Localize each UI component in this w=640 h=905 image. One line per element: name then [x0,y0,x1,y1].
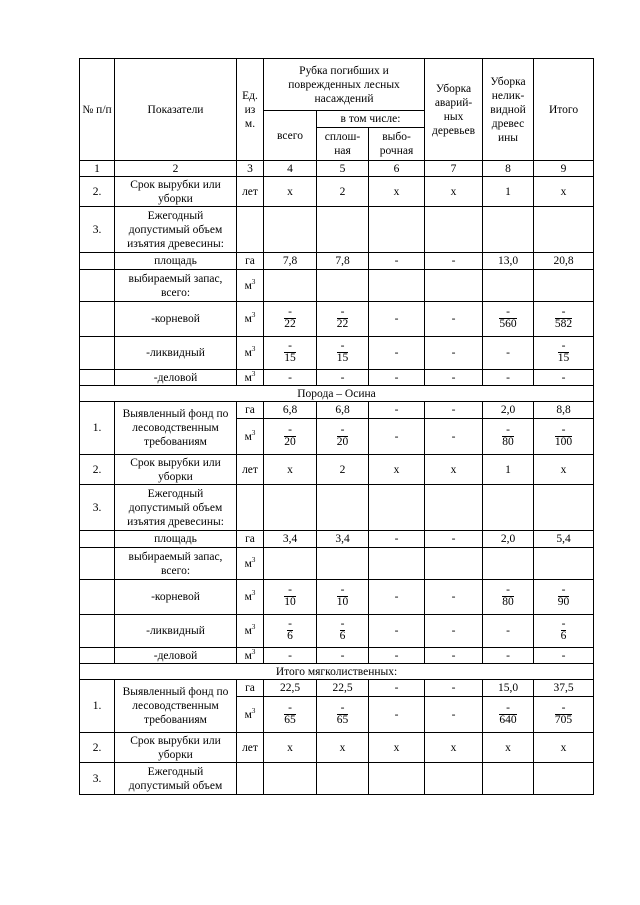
table-row: 3. Ежегодный допустимый объем [80,763,594,795]
table-row: -корневой $м^3$ $\frac{-}{22}$ $\frac{-}{22}$ - - $\frac{-}{560}$ $\frac{-}{582}$ [80,302,594,337]
hdr-num: № п/п [80,59,115,161]
section-title-osina: Порода – Осина [80,386,594,402]
col-num: 2 [115,161,237,177]
col-num: 6 [369,161,425,177]
col-num: 3 [237,161,264,177]
hdr-including: в том числе: [317,111,425,128]
table-row: 2. Срок вырубки или уборки лет х 2 х х 1 х [80,455,594,485]
hdr-all: всего [264,111,317,161]
table-row: -ликвидный $м^3$ $\frac{-}{6}$ $\frac{-}{6}$ - - - $\frac{-}{6}$ [80,615,594,648]
col-num: 5 [317,161,369,177]
table-row: площадь га 3,4 3,4 - - 2,0 5,4 [80,531,594,548]
hdr-clear: сплош-ная [317,128,369,161]
header-row-1 [80,59,594,111]
hdr-total: Итого [534,59,594,161]
table-row: -деловой $м^3$ - - - - - - [80,370,594,386]
table-row: $м^3$ $\frac{-}{20}$ $\frac{-}{20}$ - - $\frac{-}{80}$ $\frac{-}{100}$ [80,419,594,455]
table-row: -деловой $м^3$ - - - - - - [80,648,594,664]
table-row: 1. Выявленный фонд по лесоводственным требованиям га 6,8 6,8 - - 2,0 8,8 [80,402,594,419]
table-row: 1. Выявленный фонд по лесоводственным требованиям га 22,5 22,5 - - 15,0 37,5 [80,680,594,697]
forestry-table [79,58,594,795]
hdr-felling: Рубка погибших и поврежденных лесных насаждений [264,59,425,111]
table-row: 3. Ежегодный допустимый объем изъятия древесины: [80,207,594,253]
hdr-unit: Ед. из м. [237,59,264,161]
col-num: 8 [483,161,534,177]
table-row: 3. Ежегодный допустимый объем изъятия древесины: [80,485,594,531]
table-row: -корневой $м^3$ $\frac{-}{10}$ $\frac{-}{10}$ - - $\frac{-}{80}$ $\frac{-}{90}$ [80,580,594,615]
hdr-selective: выбо-рочная [369,128,425,161]
hdr-illiquid: Уборка нелик-видной древес ины [483,59,534,161]
col-num: 1 [80,161,115,177]
table-row: площадь га 7,8 7,8 - - 13,0 20,8 [80,253,594,270]
col-num: 4 [264,161,317,177]
table-row: выбираемый запас, всего: $м^3$ [80,548,594,580]
col-num: 9 [534,161,594,177]
table-row: 2. Срок вырубки или уборки лет х 2 х х 1 х [80,177,594,207]
table-row: -ликвидный $м^3$ $\frac{-}{15}$ $\frac{-}{15}$ - - - $\frac{-}{15}$ [80,337,594,370]
header-numbers [80,161,594,177]
hdr-indicator: Показатели [115,59,237,161]
table-row: $м^3$ $\frac{-}{65}$ $\frac{-}{65}$ - - $\frac{-}{640}$ $\frac{-}{705}$ [80,697,594,733]
table-row: выбираемый запас, всего: $м^3$ [80,270,594,302]
hdr-emergency: Уборка аварий-ных деревьев [425,59,483,161]
table-row: 2. Срок вырубки или уборки лет х х х х х х [80,733,594,763]
col-num: 7 [425,161,483,177]
section-title-total: Итого мягколиственных: [80,664,594,680]
